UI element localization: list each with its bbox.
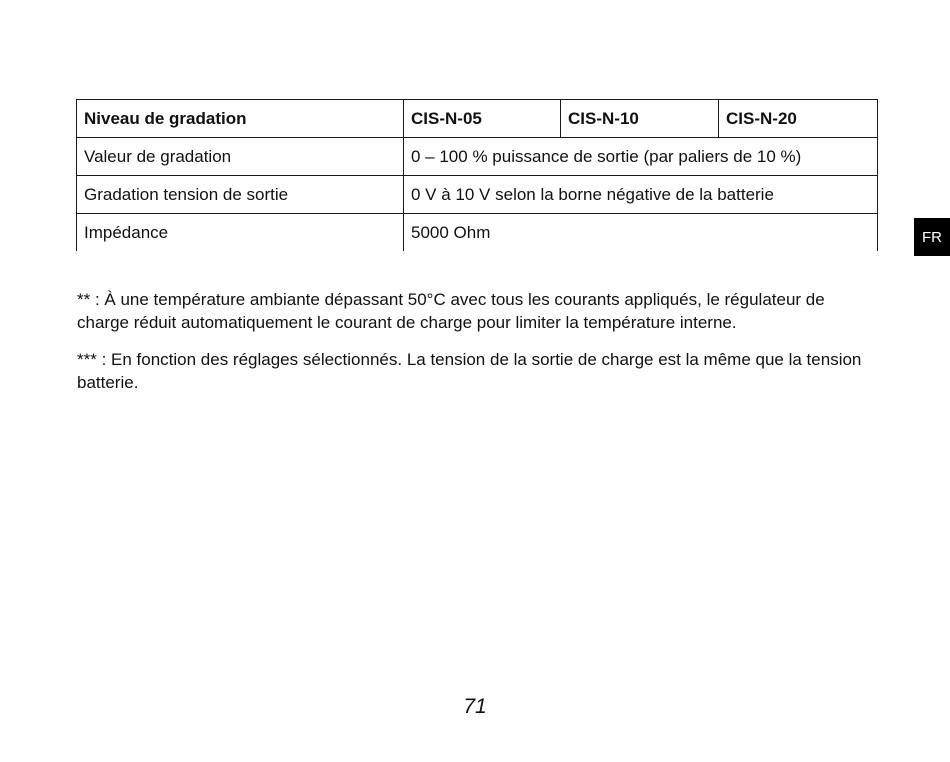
header-label-cell: Niveau de gradation: [77, 100, 404, 138]
header-model-cell: CIS-N-10: [561, 100, 719, 138]
table-row: [77, 214, 878, 252]
table-header-row: [77, 100, 878, 138]
language-tab: FR: [914, 218, 950, 256]
row-label-cell: Valeur de gradation: [77, 138, 404, 176]
row-value-cell: 5000 Ohm: [404, 214, 878, 252]
row-value-cell: 0 V à 10 V selon la borne négative de la batterie: [404, 176, 878, 214]
page-number: 71: [463, 695, 487, 718]
row-label-cell: Gradation tension de sortie: [77, 176, 404, 214]
specification-table: [76, 99, 878, 251]
table-row: [77, 138, 878, 176]
footnote: *** : En fonction des réglages sélectionnés. La tension de la sortie de charge est la même que la tension batterie.: [77, 350, 862, 392]
footnote: ** : À une température ambiante dépassant 50°C avec tous les courants appliqués, le régulateur de charge réduit automatiquement le courant de charge pour limiter la température interne.: [77, 290, 825, 332]
table-row: [77, 176, 878, 214]
header-model-cell: CIS-N-05: [404, 100, 561, 138]
row-label-cell: Impédance: [77, 214, 404, 252]
footnotes: [77, 288, 877, 408]
header-model-cell: CIS-N-20: [719, 100, 878, 138]
row-value-cell: 0 – 100 % puissance de sortie (par paliers de 10 %): [404, 138, 878, 176]
